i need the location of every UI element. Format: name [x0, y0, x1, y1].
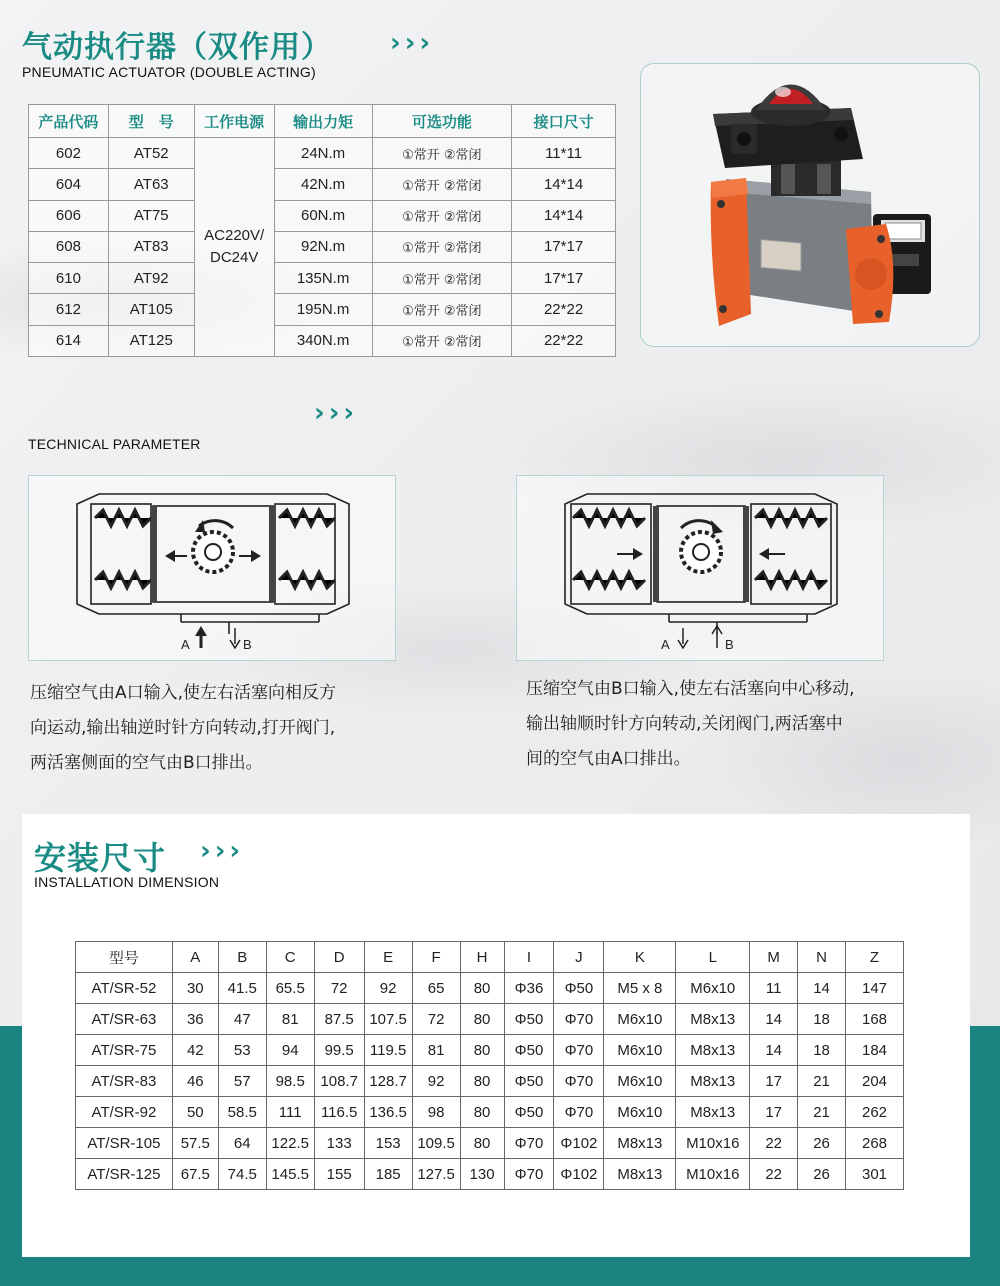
dimension-cell: 67.5: [172, 1159, 218, 1190]
dimension-cell: 116.5: [314, 1097, 364, 1128]
dimension-cell: 65.5: [266, 973, 314, 1004]
section-title-installation-cn: 安装尺寸: [34, 839, 167, 877]
dimension-cell: 130: [460, 1159, 504, 1190]
description-line: 间的空气由A口排出。: [526, 749, 691, 769]
dimension-header-cell: L: [676, 942, 750, 973]
dimension-cell: Φ50: [504, 1097, 554, 1128]
dimension-cell: 17: [750, 1097, 798, 1128]
dimension-cell: Φ36: [504, 973, 554, 1004]
dimension-cell: 22: [750, 1128, 798, 1159]
dimension-cell: 64: [218, 1128, 266, 1159]
dimension-cell: 133: [314, 1128, 364, 1159]
spec-table-row: [29, 138, 616, 169]
dimension-cell: 127.5: [412, 1159, 460, 1190]
dimension-cell: 184: [846, 1035, 904, 1066]
product-photo-frame: [640, 63, 980, 347]
dimension-cell: 22: [750, 1159, 798, 1190]
dimension-cell: 47: [218, 1004, 266, 1035]
actuator-diagram-close: [517, 476, 885, 662]
dimension-cell: 42: [172, 1035, 218, 1066]
dimension-cell: M6x10: [604, 1097, 676, 1128]
description-line: 两活塞侧面的空气由B口排出。: [30, 753, 263, 773]
torque-cell: 42N.m: [274, 169, 372, 200]
dimension-row: [76, 1035, 904, 1066]
dimension-row: [76, 1004, 904, 1035]
dimension-header-cell: Z: [846, 942, 904, 973]
dimension-header-cell: J: [554, 942, 604, 973]
dimension-cell: M10x16: [676, 1159, 750, 1190]
port-b-label: B: [243, 637, 252, 652]
dimension-cell: 80: [460, 1004, 504, 1035]
dimension-cell: 145.5: [266, 1159, 314, 1190]
model-cell: AT63: [108, 169, 194, 200]
model-cell: AT/SR-125: [76, 1159, 173, 1190]
model-cell: AT/SR-52: [76, 973, 173, 1004]
page-subtitle: PNEUMATIC ACTUATOR (DOUBLE ACTING): [22, 64, 316, 80]
option-cell: ①常开 ②常闭: [372, 294, 512, 325]
dimension-cell: M10x16: [676, 1128, 750, 1159]
dimension-cell: M6x10: [604, 1004, 676, 1035]
dimension-cell: 80: [460, 973, 504, 1004]
dimension-row: [76, 1159, 904, 1190]
diagram-b-input: [516, 475, 884, 661]
dimension-cell: 92: [364, 973, 412, 1004]
code-cell: 610: [29, 263, 109, 294]
chevron-right-icon: ›››: [200, 836, 245, 866]
dimension-cell: 18: [798, 1035, 846, 1066]
spec-table-row: [29, 325, 616, 356]
dimension-cell: M8x13: [604, 1128, 676, 1159]
dimension-cell: 185: [364, 1159, 412, 1190]
dimension-cell: Φ50: [504, 1066, 554, 1097]
code-cell: 608: [29, 231, 109, 262]
dimension-cell: Φ50: [504, 1035, 554, 1066]
description-a-input: [30, 676, 336, 781]
dimension-cell: M6x10: [604, 1066, 676, 1097]
dimension-cell: 87.5: [314, 1004, 364, 1035]
dimension-cell: Φ70: [554, 1097, 604, 1128]
dimension-header-cell: I: [504, 942, 554, 973]
header-cell: 接口尺寸: [512, 105, 616, 138]
dimension-cell: 57: [218, 1066, 266, 1097]
dimension-cell: Φ70: [554, 1004, 604, 1035]
option-cell: ①常开 ②常闭: [372, 200, 512, 231]
dimension-cell: 168: [846, 1004, 904, 1035]
dimension-cell: 74.5: [218, 1159, 266, 1190]
power-cell: AC220V/ DC24V: [194, 138, 274, 357]
dimension-row: [76, 1128, 904, 1159]
dimension-header-cell: C: [266, 942, 314, 973]
spec-table-row: [29, 231, 616, 262]
dimension-cell: 72: [314, 973, 364, 1004]
dimension-cell: 98: [412, 1097, 460, 1128]
dimension-cell: 53: [218, 1035, 266, 1066]
torque-cell: 60N.m: [274, 200, 372, 231]
spec-table-row: [29, 169, 616, 200]
port-cell: 14*14: [512, 169, 616, 200]
dimension-header-cell: M: [750, 942, 798, 973]
model-cell: AT/SR-83: [76, 1066, 173, 1097]
model-cell: AT/SR-105: [76, 1128, 173, 1159]
port-b-label: B: [725, 637, 734, 652]
dimension-cell: 153: [364, 1128, 412, 1159]
dimension-cell: 26: [798, 1128, 846, 1159]
dimension-cell: 46: [172, 1066, 218, 1097]
dimension-cell: 18: [798, 1004, 846, 1035]
header-cell: 产品代码: [29, 105, 109, 138]
port-cell: 22*22: [512, 325, 616, 356]
port-a-label: A: [181, 637, 190, 652]
torque-cell: 195N.m: [274, 294, 372, 325]
model-cell: AT105: [108, 294, 194, 325]
dimension-header-cell: F: [412, 942, 460, 973]
model-cell: AT83: [108, 231, 194, 262]
torque-cell: 135N.m: [274, 263, 372, 294]
spec-table: [28, 104, 616, 357]
dimension-cell: M8x13: [604, 1159, 676, 1190]
dimension-row: [76, 1097, 904, 1128]
torque-cell: 340N.m: [274, 325, 372, 356]
dimension-cell: 14: [750, 1035, 798, 1066]
dimension-cell: 80: [460, 1128, 504, 1159]
port-cell: 11*11: [512, 138, 616, 169]
port-cell: 22*22: [512, 294, 616, 325]
code-cell: 614: [29, 325, 109, 356]
code-cell: 602: [29, 138, 109, 169]
port-cell: 17*17: [512, 231, 616, 262]
code-cell: 604: [29, 169, 109, 200]
dimension-cell: 81: [266, 1004, 314, 1035]
dimension-cell: 98.5: [266, 1066, 314, 1097]
dimension-cell: 30: [172, 973, 218, 1004]
dimension-row: [76, 973, 904, 1004]
dimension-cell: 58.5: [218, 1097, 266, 1128]
dimension-cell: 107.5: [364, 1004, 412, 1035]
dimension-cell: 26: [798, 1159, 846, 1190]
dimension-table-wrapper: [75, 941, 904, 1190]
option-cell: ①常开 ②常闭: [372, 263, 512, 294]
dimension-cell: M8x13: [676, 1035, 750, 1066]
dimension-cell: 65: [412, 973, 460, 1004]
dimension-header-cell: A: [172, 942, 218, 973]
dimension-cell: 81: [412, 1035, 460, 1066]
dimension-cell: 72: [412, 1004, 460, 1035]
dimension-cell: 94: [266, 1035, 314, 1066]
dimension-header-cell: K: [604, 942, 676, 973]
dimension-cell: 80: [460, 1066, 504, 1097]
header-cell: 输出力矩: [274, 105, 372, 138]
dimension-cell: Φ70: [554, 1066, 604, 1097]
description-b-input: [526, 672, 854, 777]
actuator-diagram-open: [29, 476, 397, 662]
section-title-technical: TECHNICAL PARAMETER: [28, 436, 201, 452]
dimension-cell: 14: [750, 1004, 798, 1035]
model-cell: AT/SR-63: [76, 1004, 173, 1035]
dimension-header-cell: E: [364, 942, 412, 973]
header-cell: 工作电源: [194, 105, 274, 138]
torque-cell: 24N.m: [274, 138, 372, 169]
dimension-cell: 80: [460, 1097, 504, 1128]
dimension-cell: Φ70: [554, 1035, 604, 1066]
description-line: 输出轴顺时针方向转动,关闭阀门,两活塞中: [526, 714, 843, 734]
dimension-cell: M6x10: [604, 1035, 676, 1066]
dimension-cell: 11: [750, 973, 798, 1004]
section-title-installation-en: INSTALLATION DIMENSION: [34, 874, 220, 890]
dimension-cell: Φ70: [504, 1159, 554, 1190]
header-cell: 可选功能: [372, 105, 512, 138]
dimension-cell: 155: [314, 1159, 364, 1190]
dimension-cell: 14: [798, 973, 846, 1004]
torque-cell: 92N.m: [274, 231, 372, 262]
spec-table-row: [29, 294, 616, 325]
model-cell: AT125: [108, 325, 194, 356]
dimension-cell: 109.5: [412, 1128, 460, 1159]
spec-table-header-row: [29, 105, 616, 138]
dimension-cell: 21: [798, 1066, 846, 1097]
option-cell: ①常开 ②常闭: [372, 231, 512, 262]
model-cell: AT92: [108, 263, 194, 294]
dimension-cell: 50: [172, 1097, 218, 1128]
dimension-cell: M8x13: [676, 1004, 750, 1035]
dimension-cell: 204: [846, 1066, 904, 1097]
dimension-cell: M8x13: [676, 1097, 750, 1128]
dimension-cell: M8x13: [676, 1066, 750, 1097]
chevron-right-icon: ›››: [314, 398, 359, 428]
dimension-cell: 262: [846, 1097, 904, 1128]
dimension-header-cell: N: [798, 942, 846, 973]
code-cell: 612: [29, 294, 109, 325]
diagram-a-input: [28, 475, 396, 661]
dimension-cell: 136.5: [364, 1097, 412, 1128]
dimension-cell: Φ70: [504, 1128, 554, 1159]
port-a-label: A: [661, 637, 670, 652]
dimension-cell: 92: [412, 1066, 460, 1097]
dimension-cell: 111: [266, 1097, 314, 1128]
dimension-cell: 128.7: [364, 1066, 412, 1097]
dimension-header-cell: 型号: [76, 942, 173, 973]
dimension-cell: 268: [846, 1128, 904, 1159]
header-cell: 型 号: [108, 105, 194, 138]
model-cell: AT/SR-92: [76, 1097, 173, 1128]
model-cell: AT/SR-75: [76, 1035, 173, 1066]
dimension-cell: Φ50: [554, 973, 604, 1004]
dimension-cell: 122.5: [266, 1128, 314, 1159]
dimension-table: [75, 941, 904, 1190]
dimension-header-cell: B: [218, 942, 266, 973]
dimension-cell: M5 x 8: [604, 973, 676, 1004]
option-cell: ①常开 ②常闭: [372, 325, 512, 356]
option-cell: ①常开 ②常闭: [372, 169, 512, 200]
dimension-cell: 147: [846, 973, 904, 1004]
spec-table-row: [29, 200, 616, 231]
port-cell: 17*17: [512, 263, 616, 294]
dimension-header-row: [76, 942, 904, 973]
dimension-cell: 119.5: [364, 1035, 412, 1066]
pneumatic-actuator-photo: [641, 64, 981, 348]
description-line: 压缩空气由A口输入,使左右活塞向相反方: [30, 683, 337, 703]
dimension-cell: 41.5: [218, 973, 266, 1004]
option-cell: ①常开 ②常闭: [372, 138, 512, 169]
code-cell: 606: [29, 200, 109, 231]
dimension-cell: Φ102: [554, 1128, 604, 1159]
dimension-row: [76, 1066, 904, 1097]
chevron-right-icon: ›››: [390, 28, 435, 58]
dimension-header-cell: H: [460, 942, 504, 973]
spec-table-wrapper: [28, 104, 616, 357]
dimension-cell: 21: [798, 1097, 846, 1128]
model-cell: AT52: [108, 138, 194, 169]
dimension-cell: Φ102: [554, 1159, 604, 1190]
dimension-cell: 108.7: [314, 1066, 364, 1097]
dimension-cell: 99.5: [314, 1035, 364, 1066]
dimension-cell: M6x10: [676, 973, 750, 1004]
dimension-cell: 57.5: [172, 1128, 218, 1159]
dimension-cell: 36: [172, 1004, 218, 1035]
spec-table-row: [29, 263, 616, 294]
description-line: 压缩空气由B口输入,使左右活塞向中心移动,: [526, 679, 855, 699]
description-line: 向运动,输出轴逆时针方向转动,打开阀门,: [30, 718, 336, 738]
dimension-cell: 80: [460, 1035, 504, 1066]
dimension-cell: 17: [750, 1066, 798, 1097]
model-cell: AT75: [108, 200, 194, 231]
port-cell: 14*14: [512, 200, 616, 231]
dimension-cell: Φ50: [504, 1004, 554, 1035]
page-title: 气动执行器（双作用）: [22, 30, 332, 65]
dimension-header-cell: D: [314, 942, 364, 973]
dimension-cell: 301: [846, 1159, 904, 1190]
